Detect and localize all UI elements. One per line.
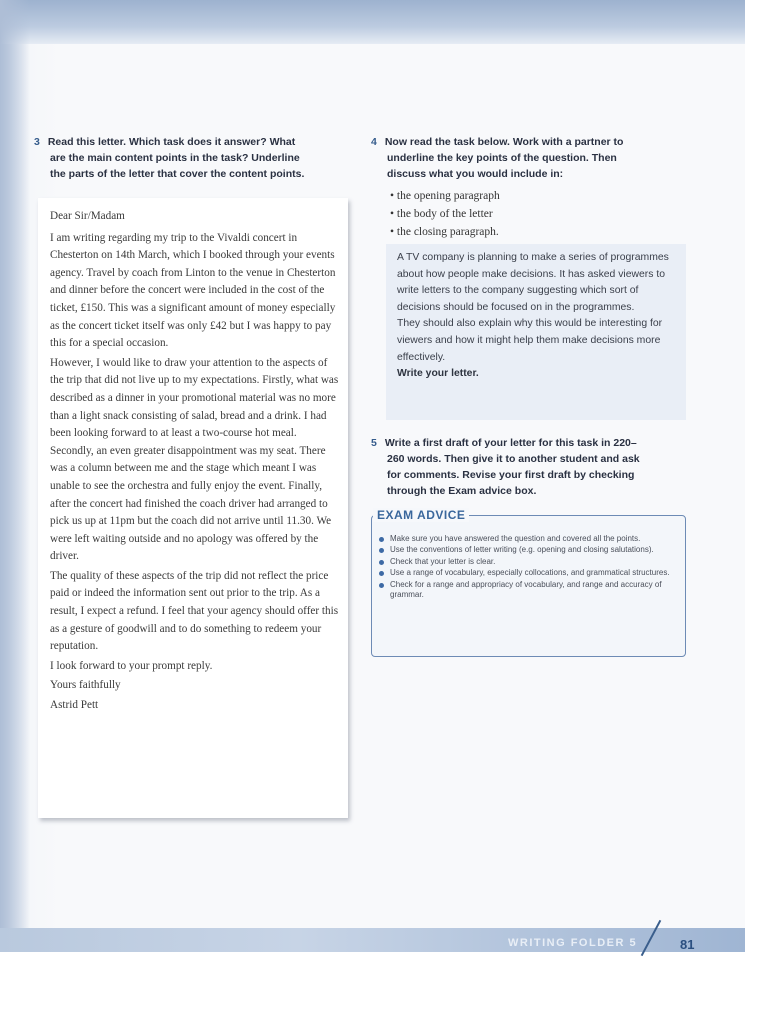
question-3 <box>34 134 354 182</box>
task-instruction: Write your letter. <box>397 368 479 380</box>
list-item: • the closing paragraph. <box>390 223 500 241</box>
question-4-bullets <box>390 187 500 241</box>
question-4 <box>371 134 701 182</box>
list-item: Make sure you have answered the question and covered all the points. <box>376 534 676 544</box>
exam-advice-title: EXAM ADVICE <box>373 508 469 522</box>
question-3-line: the parts of the letter that cover the content points. <box>50 168 305 180</box>
list-item: Check for a range and appropriacy of vocabulary, and range and accuracy of grammar. <box>376 580 676 601</box>
question-3-line: are the main content points in the task? Underline <box>50 152 300 164</box>
question-4-line: discuss what you would include in: <box>387 168 564 180</box>
exam-advice-list <box>376 534 676 601</box>
question-5 <box>371 435 701 499</box>
letter-paragraph: However, I would like to draw your attention to the aspects of the trip that did not live up to my expectations. Firstly, what was described as a dinner in your promotional material was no more than a light snack consisting of salad, bread and a drink. I had been looking forward to at least a two-course hot meal. Secondly, an even greater disappointment was my seat. There was a column between me and the stage which meant I was unable to see the orchestra and fully enjoy the event. Finally, after the concert had finished the coach driver had arranged to pick us up at 11pm but the coach did not arrive until 11.30. We were left waiting outside and no apology was offered by the driver. <box>50 356 339 563</box>
letter-paragraph: The quality of these aspects of the trip did not reflect the price paid or indeed the information sent out prior to the trip. As a result, I expect a refund. I feel that your agency should offer this as a gesture of goodwill and to do something to redeem your reputation. <box>50 569 339 653</box>
top-band <box>0 0 745 44</box>
bottom-margin <box>0 952 768 1024</box>
question-4-number: 4 <box>371 136 377 148</box>
question-3-line: Read this letter. Which task does it answer? What <box>47 136 296 148</box>
task-paragraph: They should also explain why this would be interesting for viewers and how it might help them make decisions more effectively. <box>397 318 663 363</box>
list-item: Use the conventions of letter writing (e.g. opening and closing salutations). <box>376 545 676 555</box>
question-3-number: 3 <box>34 136 40 148</box>
list-item: Check that your letter is clear. <box>376 557 676 567</box>
task-text <box>397 250 679 383</box>
question-5-line: through the Exam advice box. <box>387 485 537 497</box>
footer-section-label: WRITING FOLDER 5 <box>508 937 638 949</box>
question-5-line: 260 words. Then give it to another student and ask <box>387 453 640 465</box>
question-5-number: 5 <box>371 437 377 449</box>
page-edge-shadow <box>0 0 30 950</box>
question-4-line: Now read the task below. Work with a partner to <box>384 136 624 148</box>
letter-closing: Yours faithfully <box>50 679 121 692</box>
letter-signature: Astrid Pett <box>50 699 99 712</box>
list-item: • the body of the letter <box>390 205 500 223</box>
letter-salutation: Dear Sir/Madam <box>50 210 125 222</box>
page-number: 81 <box>680 937 695 952</box>
question-4-line: underline the key points of the question. Then <box>387 152 617 164</box>
letter-paragraph: I look forward to your prompt reply. <box>50 659 213 672</box>
list-item: • the opening paragraph <box>390 187 500 205</box>
list-item: Use a range of vocabulary, especially collocations, and grammatical structures. <box>376 568 676 578</box>
letter-paragraph: I am writing regarding my trip to the Vivaldi concert in Chesterton on 14th March, which I booked through your events agency. Travel by coach from Linton to the venue in Chesterton and dinner before the concert were included in the cost of the ticket, £150. This was a significant amount of money especially as the concert ticket itself was only £42 but I was happy to pay this for a special occasion. <box>50 231 336 350</box>
question-5-line: for comments. Revise your first draft by checking <box>387 469 635 481</box>
task-paragraph: A TV company is planning to make a series of programmes about how people make decisions. It has asked viewers to write letters to the company suggesting which sort of decisions should be focused on in the programmes. <box>397 252 669 313</box>
letter-text <box>50 208 340 717</box>
question-5-line: Write a first draft of your letter for this task in 220– <box>384 437 637 449</box>
right-margin <box>745 0 768 1024</box>
